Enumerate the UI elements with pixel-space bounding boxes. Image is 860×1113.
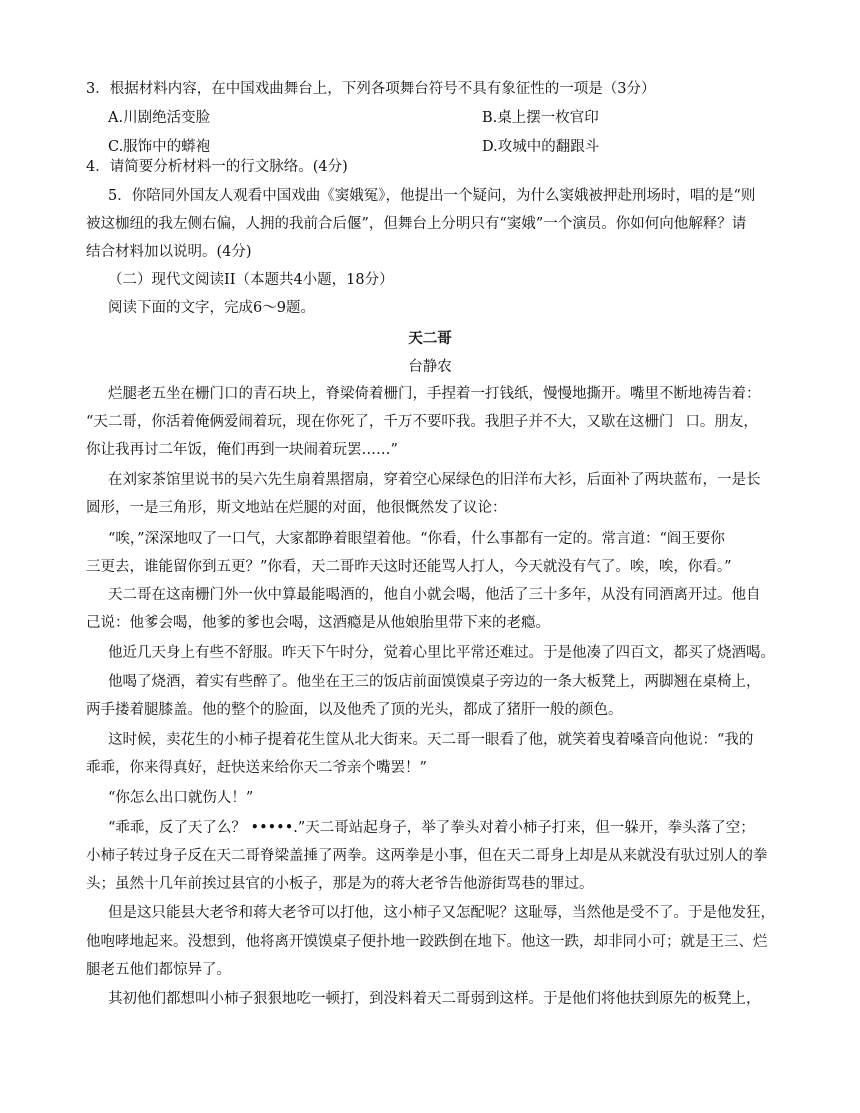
story-line: 但是这只能县大老爷和蒋大老爷可以打他，这小柿子又怎配呢？这耻辱，当然他是受不了。于是他发狂，	[108, 905, 775, 921]
question-5-line-3: 结合材料加以说明。(4分)	[86, 244, 252, 260]
story-line: “天二哥，你活着俺俩爱闹着玩，现在你死了，千万不要吓我。我胆子并不大，又歇在这栅门 口。朋友，	[86, 414, 758, 430]
option-a: A.川剧绝活变脸	[108, 110, 211, 126]
option-b: B.桌上摆一枚官印	[482, 110, 599, 126]
story-line: 其初他们都想叫小柿子狠狠地吃一顿打，到没料着天二哥弱到这样。于是他们将他扶到原先的板凳上，	[108, 991, 761, 1007]
story-author: 台静农	[408, 359, 452, 375]
story-line: 头；虽然十几年前挨过县官的小板子，那是为的蒋大老爷告他游街骂巷的罪过。	[86, 876, 594, 892]
section-heading: （二）现代文阅读II（本题共4小题，18分）	[108, 272, 394, 288]
story-line: 己说：他爹会喝，他爹的爹也会喝，这酒瘾是从他娘胎里带下来的老瘾。	[86, 615, 550, 631]
story-title: 天二哥	[408, 330, 452, 347]
story-line: 腿老五他们都惊异了。	[86, 962, 231, 978]
story-line: 三更去，谁能留你到五更？”你看，天二哥昨天这时还能骂人打人，今天就没有气了。唉，唉，你看。”	[86, 559, 732, 575]
story-line: 烂腿老五坐在栅门口的青石块上，脊梁倚着栅门，手捏着一打钱纸，慢慢地撕开。嘴里不断地祷告着：	[108, 386, 761, 402]
story-line: 乖乖，你来得真好，赶快送来给你天二爷亲个嘴罢！”	[86, 760, 427, 776]
story-line: 这时候，卖花生的小柿子提着花生筐从北大街来。天二哥一眼看了他，就笑着曳着嗓音向他说：“我的	[108, 732, 754, 748]
story-line: 你让我再讨二年饭，俺们再到一块闹着玩罢……”	[86, 442, 398, 458]
story-line: 天二哥在这南栅门外一伙中算最能喝酒的，他自小就会喝，他活了三十多年，从没有同酒离开过。他自	[108, 587, 761, 603]
story-line: 他近几天身上有些不舒服。昨天下午时分，觉着心里比平常还难过。于是他凑了四百文，都买了烧酒喝。	[108, 645, 775, 661]
story-line: 他喝了烧酒，着实有些醉了。他坐在王三的饭店前面馍馍桌子旁边的一条大板凳上，两脚翘在桌椅上，	[108, 674, 761, 690]
story-line: 他咆哮地起来。没想到，他将离开馍馍桌子便扑地一跤跌倒在地下。他这一跌，却非同小可；就是王三、烂	[86, 934, 768, 950]
story-line: “乖乖，反了天了么？ •••••.”天二哥站起身子，举了拳头对着小柿子打来，但一躲开，拳头落了空；	[108, 820, 755, 836]
story-line: 两手搂着腿膝盖。他的整个的脸面，以及他秃了顶的光头，都成了猪肝一般的颜色。	[86, 702, 623, 718]
story-line: “唉，”深深地叹了一口气，大家都睁着眼望着他。“你看，什么事都有一定的。常言道：“阎王要你	[108, 531, 725, 547]
question-3-stem: 3．根据材料内容，在中国戏曲舞台上，下列各项舞台符号不具有象征性的一项是（3分）	[86, 81, 656, 97]
question-4: 4．请简要分析材料一的行文脉络。(4分)	[86, 159, 348, 175]
story-line: 圆形，一是三角形，斯文地站在烂腿的对面，他很慨然发了议论：	[86, 500, 507, 516]
option-c: C.服饰中的蟒袍	[108, 139, 211, 155]
reading-instruction: 阅读下面的文字，完成6～9题。	[108, 300, 315, 316]
story-line: 小柿子转过身子反在天二哥脊梁盖捶了两拳。这两拳是小事，但在天二哥身上却是从来就没有驮过别人的拳	[86, 848, 768, 864]
option-d: D.攻城中的翻跟斗	[482, 139, 600, 155]
story-line: 在刘家茶馆里说书的吴六先生扇着黑摺扇，穿着空心屎绿色的旧洋布大衫，后面补了两块蓝布，一是长	[108, 472, 761, 488]
question-5-line-1: 5．你陪同外国友人观看中国戏曲《窦娥冤》，他提出一个疑问，为什么窦娥被押赴刑场时，唱的是“则	[108, 188, 756, 204]
story-line: “你怎么出口就伤人！”	[108, 790, 254, 806]
question-5-line-2: 被这枷纽的我左侧右偏，人拥的我前合后偃”，但舞台上分明只有“窦娥”一个演员。你如何向他解释？请	[86, 216, 747, 232]
